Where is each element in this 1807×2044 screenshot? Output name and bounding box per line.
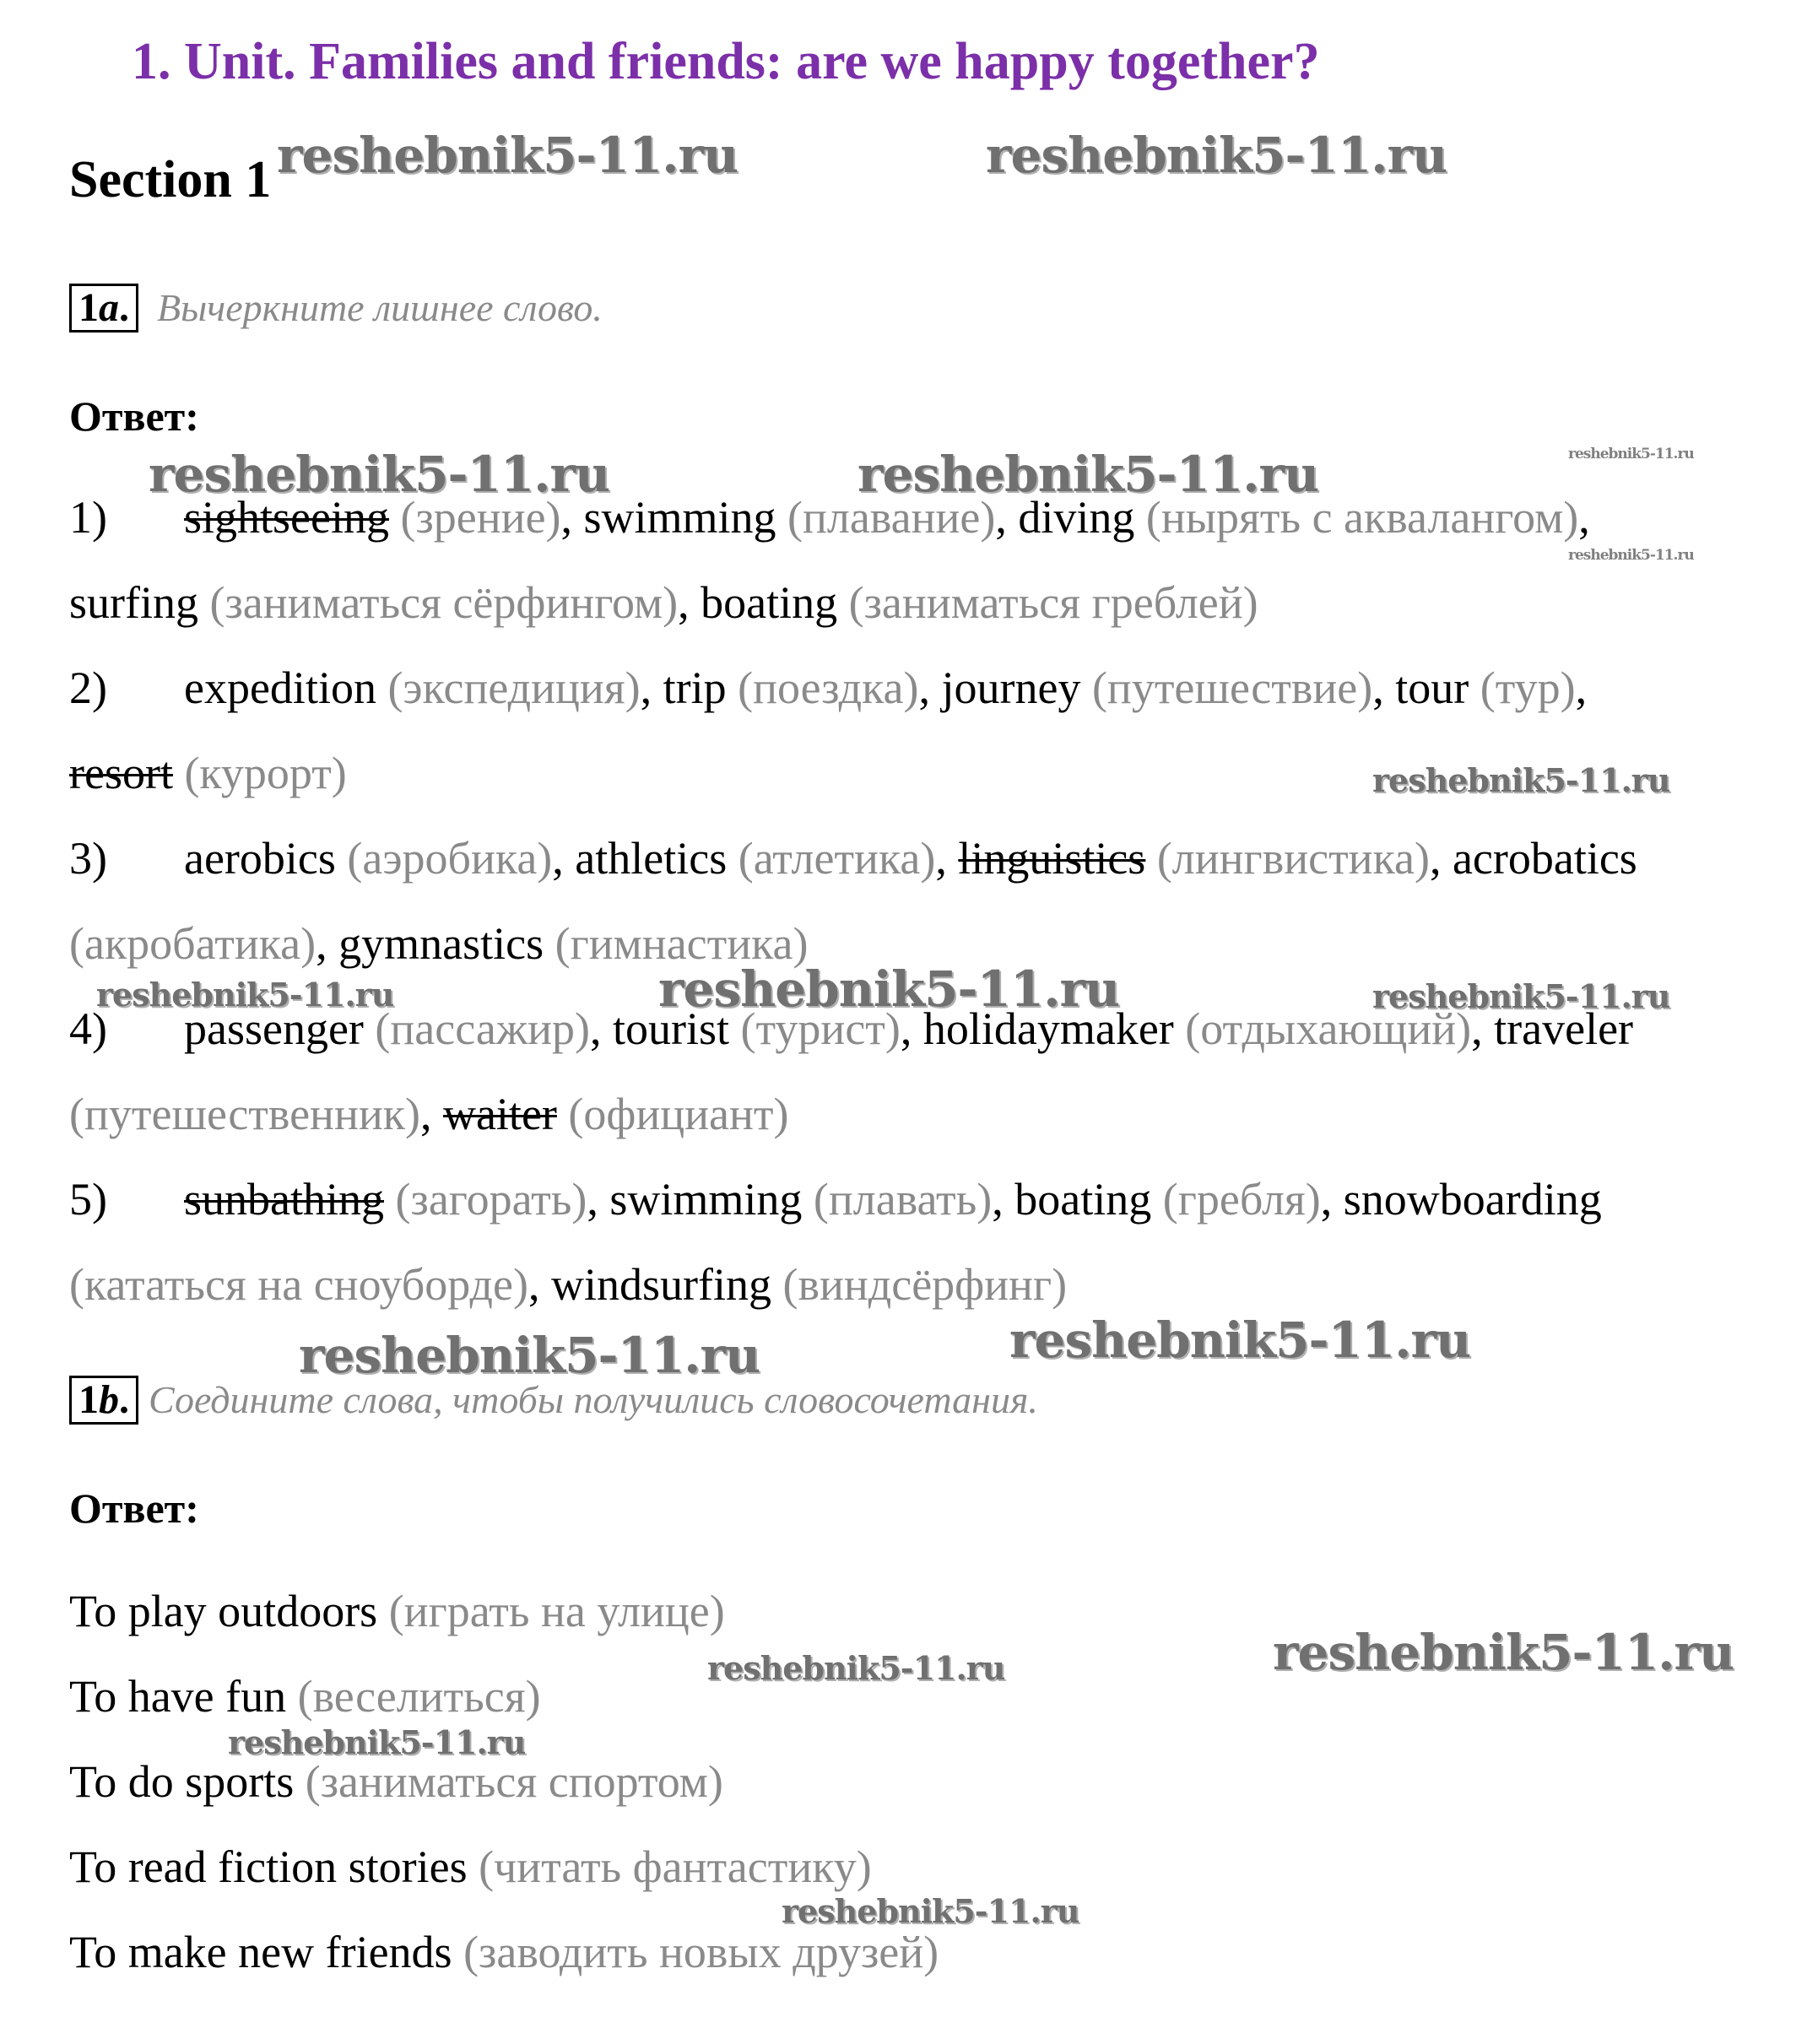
word: , acrobatics [1429,833,1637,884]
item-number: 1) [69,492,107,543]
phrase-line [69,1926,939,1978]
translation: (плавать) [813,1174,993,1225]
word: , tourist [590,1003,741,1054]
word: passenger [184,1003,376,1054]
phrase: To have fun [69,1671,298,1722]
word: , swimming [587,1174,814,1225]
translation: (зрение) [388,492,561,543]
word: , [1575,662,1588,713]
answer-line [69,1088,789,1140]
word: expedition [184,662,388,713]
translation: (нырять с аквалангом) [1145,492,1579,543]
watermark: reshebnik5-11.ru [658,960,1120,1018]
translation: (веселиться) [297,1671,541,1722]
translation: (путешествие) [1091,662,1373,713]
translation: (официант) [556,1089,789,1139]
translation: (играть на улице) [388,1586,725,1636]
answer-line [69,832,1637,884]
translation: (лингвистика) [1145,833,1430,884]
word: , traveler [1471,1003,1634,1054]
translation: (заниматься греблей) [848,577,1258,628]
watermark: reshebnik5-11.ru [1372,977,1670,1015]
task-1a-answer-label: Ответ: [69,392,199,440]
word: , [1578,492,1590,543]
phrase-line [69,1670,541,1722]
task-1b-answer-label: Ответ: [69,1484,199,1532]
translation: (гимнастика) [555,918,809,969]
translation: (турист) [740,1003,901,1054]
translation: (отдыхающий) [1185,1003,1472,1054]
answer-line [69,662,1587,714]
word: , tour [1372,662,1480,713]
task-1a-number-box: 1a. [69,284,138,333]
watermark: reshebnik5-11.ru [986,127,1447,184]
struck-word: waiter [442,1089,557,1139]
translation: (тур) [1480,662,1576,713]
answer-line [69,576,1258,629]
item-number: 3) [69,833,107,884]
item-number: 2) [69,662,107,713]
struck-word: sunbathing [184,1174,384,1225]
word: , boating [678,577,849,628]
word: , diving [995,492,1146,543]
translation: (аэробика) [347,833,553,884]
item-number: 4) [69,1003,107,1054]
watermark: reshebnik5-11.ru [782,1892,1079,1930]
phrase: To do sports [69,1756,306,1807]
watermark: reshebnik5-11.ru [277,127,738,184]
translation: (курорт) [172,748,347,798]
phrase-line [69,1841,872,1893]
translation: (путешественник) [69,1089,420,1139]
task-1a-header [69,284,603,333]
task-1b-number-box: 1b. [69,1376,138,1425]
answer-line [69,1258,1067,1311]
phrase: To read fiction stories [69,1841,479,1892]
watermark: reshebnik5-11.ru [299,1327,760,1384]
translation: (заводить новых друзей) [463,1927,939,1977]
watermark: reshebnik5-11.ru [149,446,610,503]
phrase-line [69,1755,723,1808]
struck-word: resort [69,748,173,798]
translation: (плавание) [787,492,996,543]
translation: (заниматься сёрфингом) [209,577,679,628]
section-title: Section 1 [69,151,272,208]
struck-word: sightseeing [184,492,389,543]
watermark: reshebnik5-11.ru [858,446,1319,503]
word: , boating [992,1174,1163,1225]
answer-line [69,747,347,799]
task-1a-instruction: Вычеркните лишнее слово. [157,286,603,329]
word: , athletics [552,833,738,884]
watermark: reshebnik5-11.ru [1009,1311,1471,1369]
item-number: 5) [69,1174,107,1225]
word: , journey [918,662,1092,713]
translation: (виндсёрфинг) [782,1259,1068,1310]
word: , [935,833,959,884]
watermark: reshebnik5-11.ru [1372,761,1670,799]
translation: (пассажир) [375,1003,591,1054]
word: surfing [69,577,210,628]
translation: (экспедиция) [387,662,641,713]
translation: (читать фантастику) [479,1841,872,1892]
answer-line [69,1173,1602,1225]
word: , swimming [560,492,788,543]
translation: (акробатика) [69,918,316,969]
watermark: reshebnik5-11.ru [1273,1624,1734,1681]
word: , [419,1089,443,1139]
phrase-line [69,1585,725,1637]
word: , snowboarding [1320,1174,1602,1225]
word: aerobics [184,833,348,884]
word: , holidaymaker [900,1003,1186,1054]
translation: (загорать) [384,1174,587,1225]
translation: (гребля) [1162,1174,1321,1225]
watermark: reshebnik5-11.ru [707,1649,1005,1687]
word: , trip [640,662,738,713]
watermark: reshebnik5-11.ru [1568,547,1694,564]
task-1b-instruction: Соедините слова, чтобы получились словосочетания. [149,1378,1038,1421]
unit-title: 1. Unit. Families and friends: are we happy together? [132,33,1320,90]
word: , windsurfing [527,1259,783,1310]
watermark: reshebnik5-11.ru [1568,446,1694,462]
translation: (поездка) [738,662,919,713]
watermark: reshebnik5-11.ru [96,976,394,1014]
phrase: To play outdoors [69,1586,389,1636]
watermark: reshebnik5-11.ru [228,1723,526,1761]
translation: (кататься на сноуборде) [69,1259,528,1310]
struck-word: linguistics [958,833,1146,884]
phrase: To make new friends [69,1927,464,1977]
translation: (заниматься спортом) [305,1756,723,1807]
word: , gymnastics [316,918,555,969]
translation: (атлетика) [738,833,936,884]
